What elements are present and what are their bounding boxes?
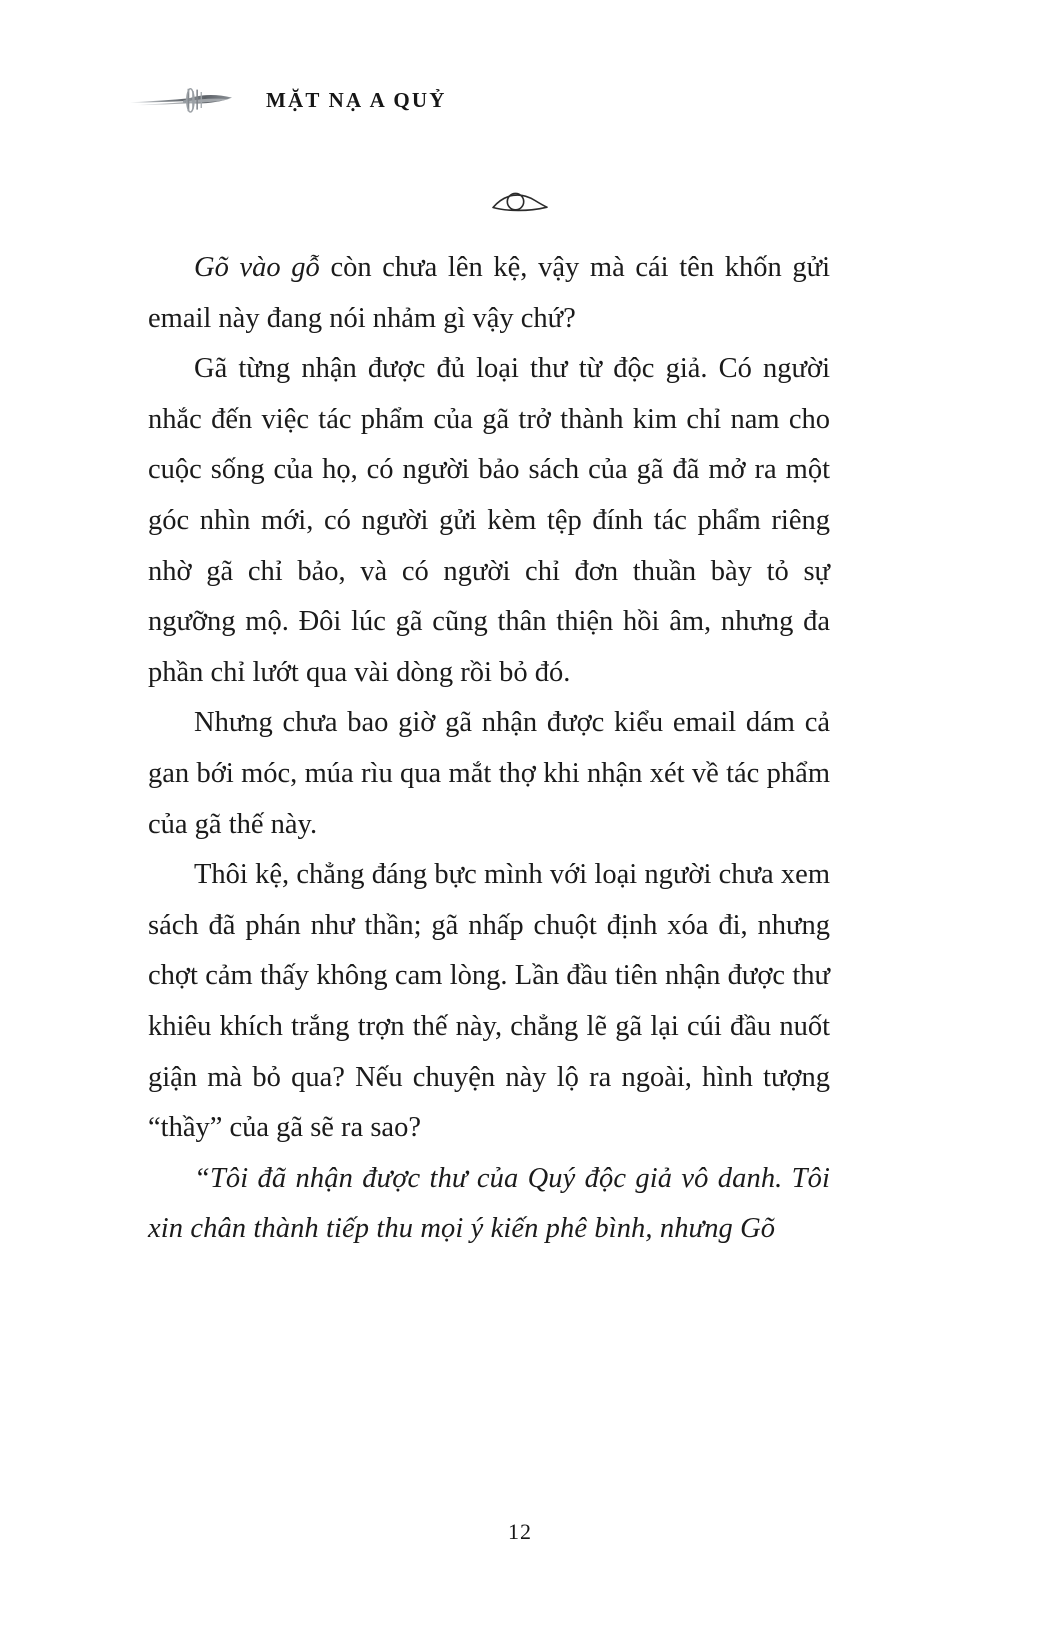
paragraph-1-rest: còn chưa lên kệ, vậy mà cái tên khốn gửi email này đang nói nhảm gì vậy chứ? — [148, 252, 831, 334]
paragraph-4: Thôi kệ, chẳng đáng bực mình với loại người chưa xem sách đã phán như thần; gã nhấp chuột định xóa đi, nhưng chợt cảm thấy không cam lòng. Lần đầu tiên nhận được thư khiêu khích trắng trợn thế này, chẳng lẽ gã lại cúi đầu nuốt giận mà bỏ qua? Nếu chuyện này lộ ra ngoài, hình tượng “thầy” của gã sẽ ra sao? — [148, 859, 830, 1144]
tapered-feather-ornament — [128, 83, 240, 117]
paragraph-2: Gã từng nhận được đủ loại thư từ độc giả. Có người nhắc đến việc tác phẩm của gã trở thành kim chỉ nam cho cuộc sống của họ, có người bảo sách của gã đã mở ra một góc nhìn mới, có người gửi kèm tệp đính tác phẩm riêng nhờ gã chỉ bảo, và có người chỉ đơn thuần bày tỏ sự ngưỡng mộ. Đôi lúc gã cũng thân thiện hồi âm, nhưng đa phần chỉ lướt qua vài dòng rồi bỏ đó. — [148, 353, 830, 688]
eye-ornament — [491, 190, 549, 216]
running-head — [128, 78, 828, 122]
paragraph-3: Nhưng chưa bao giờ gã nhận được kiểu email dám cả gan bới móc, múa rìu qua mắt thợ khi nhận xét về tác phẩm của gã thế này. — [148, 707, 830, 840]
running-head-title: MẶT NẠ A QUỶ — [266, 87, 447, 112]
paragraph-5-quote: “Tôi đã nhận được thư của Quý độc giả vô danh. Tôi xin chân thành tiếp thu mọi ý kiến phê bình, nhưng Gõ — [148, 1162, 830, 1245]
page-number: 12 — [508, 1519, 532, 1544]
paragraph-1 — [148, 243, 830, 344]
body-text-column — [148, 243, 830, 1255]
section-divider — [0, 190, 1040, 216]
book-title-italic: Gõ vào gỗ — [194, 252, 320, 283]
